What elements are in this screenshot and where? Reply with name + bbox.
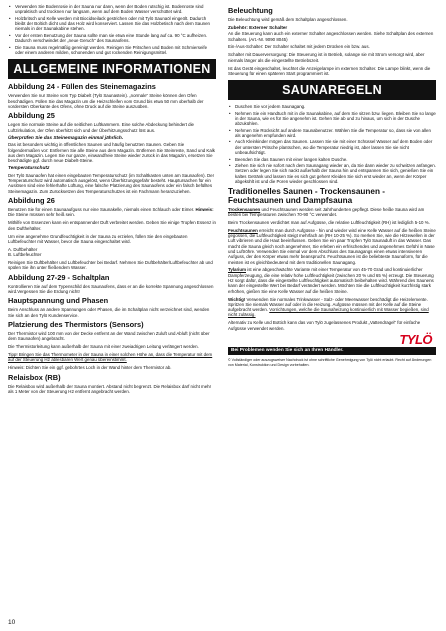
copyright-notice: © Vollständiger oder auszugsweiser Nachdruck ist ohne schriftliche Genehmigung von Tylö nicht erlaubt. Recht auf Änderungen von Material, Konstruktion und Design vorbehalten. — [228, 358, 432, 367]
heading-voltage-phases: Hauptspannung und Phasen — [8, 296, 109, 306]
list-item: • Auch Kleinkinder mögen das Saunen. Lassen Sie sie mit einer Schüssel Wasser auf dem Boden oder der untersten Pritsche plantschen, wo die Temperatur niedrig ist, aber lassen Sie sie nicht unbeaufsichtigt. — [228, 139, 436, 155]
dry-sauna-label: Trockensaunen — [228, 206, 261, 212]
intro-bullet-list — [8, 4, 216, 55]
paragraph-voltage-phases: Beim Anschluss an andere Spannungen oder Phasen, die im Schaltplan nicht verzeichnet sind, wenden Sie sich an den Tylö Kundenservice. — [8, 307, 210, 318]
logo-area — [228, 331, 432, 347]
paragraph-figure-26 — [8, 207, 216, 218]
tylarium-text: ist eine abgeschwächte Variante mit einer Temperatur von 45-70 Grad und kontinuierlicher Dampferzeugung, die eine relativ hohe Luftfeuchtigkeit (zwischen 20 % und 65 %) erzeugt. Die Steuerung H2 sorgt dafür, dass die eingestellte Luftfeuchtigkeit automatisch beibehalten wird. Während des Saunens kann der eingestellte Wert bei Bedarf verändert werden. Möchten Sie die Luftfeuchtigkeit kurzfristig stark erhöhen, gießen Sie eine Kelle Wasser auf die heißen Steine. — [228, 267, 434, 294]
heading-lighting: Beleuchtung — [228, 6, 273, 15]
list-item: • Duschen Sie vor jedem Saunagang. — [228, 104, 436, 109]
important-label: Wichtig! — [228, 296, 246, 302]
paragraph-cleaning: Reinigen Sie Duftbehälter und Luftbefeuchter bei Bedarf. Nehmen Sie Duftbehälter/Luftbefeuchter ab und spülen Sie ihn unter fließendem Wasser. — [8, 259, 213, 271]
paragraph-temperature-protection: Der Tylö Saunaofen hat einen eingebauten Temperaturschutz (im Schaltkasten unten am Saunaofen). Der Temperaturschutz wird automatisch ausgelöst, wenn Überhitzungsgefahr besteht. Hauptursachen für ein Auslösen sind eine fehlerhafte Lüftung, eine falsche Platzierung des Saunaofens oder ein falsch befülltes Steinemagazin. Zum Zurücksetzen des Temperaturschutzes ist ein Fachmann heranzuziehen. — [8, 172, 215, 194]
right-column — [228, 4, 436, 369]
tylo-logo: TYLÖ — [399, 331, 432, 347]
list-item-b: B. Luftbefeuchter — [8, 252, 42, 258]
list-item: • Nehmen Sie Rücksicht auf andere Saunabenutzer. Wählen Sie die Temperatur so, dass sie von allen als angenehm empfunden wird. — [228, 128, 436, 139]
heading-figure-27-29: Abbildung 27-29 - Schaltplan — [8, 272, 110, 282]
heading-figure-24: Abbildung 24 - Füllen des Steinemagazins — [8, 82, 156, 92]
paragraph-on-off-switch: Ein-/Aus-Schalter: Der Schalter schaltet mit jedem Drücken ein bzw. aus. — [228, 44, 370, 50]
section-heading-sauna-rules: SAUNAREGELN — [228, 80, 436, 100]
paragraph-relay-box: Die Relaisbox wird außerhalb der Sauna montiert. Abstand nicht begrenzt. Die Relaisbox darf nicht mehr als 1 Meter von der Steuerung H2 entfernt angebracht werden. — [8, 383, 212, 394]
page-number: 10 — [8, 619, 16, 626]
paragraph-thermistor: Der Thermistor wird 100 mm von der Decke entfernt an der Wand zwischen Zuluft und Abluft (nicht über dem Saunaofen) angebracht. — [8, 330, 210, 342]
paragraph-humidifier: Um eine angenehme Grundfeuchtigkeit in der Sauna zu erzielen, füllen Sie den eingebauten Luftbefeuchter mit Wasser, bevor die Sauna eingeschaltet wird. — [8, 233, 188, 244]
paragraph-dry-humidity: Beim Trockensaunen verdichtet man auf Aufgüsse, die relative Luftfeuchtigkeit (RH) ist lediglich 5-10 %. — [228, 219, 430, 225]
heading-traditional-sauna: Traditionelles Saunen - Trockensaunen - Feuchtsaunen und Dampfsauna — [228, 187, 385, 206]
paragraph-external-switch: An die Steuerung kann auch ein externer Schalter angeschlossen werden. Siehe Schaltplan des externen Schalters. (Art.-Nr. 9090 8045) — [228, 31, 434, 42]
left-column — [8, 4, 216, 397]
wet-sauna-label: Feuchtsaunen — [228, 227, 258, 233]
paragraph-wet-sauna — [228, 228, 436, 265]
heading-relay-box: Relaisbox (RB) — [8, 372, 61, 382]
subheading-external-switch: Zubehör: Externer Schalter — [228, 24, 288, 30]
list-item: • Die Sauna muss regelmäßig gereinigt werden. Reinigen Sie Pritschen und Boden mit Schmierseife oder einem anderen milden, schonenden und gut rockenden Reinigungsmittel. — [8, 45, 216, 56]
paragraph-essences: Mithilfe von Essenzen kann ein entspannender Duft verbreitet werden. Geben Sie einige Tropfen Essenz in den Dufthehälter. — [8, 220, 216, 231]
figure-26-text: Benutzen Sie für einen Saunaaufguss nur eine Saunakelle, niemals einen Schlauch oder Eimer. — [8, 207, 195, 213]
list-item: • Verwenden Sie Bodenrosie in der Sauna nur dann, wenn der Boden rutschig ist. Bodenroste sind unpraktisch und trocknen nur langsam, wenn auf dem Boden Wasser verschüttet wird. — [8, 4, 216, 15]
hint-text: Die Steine müssen sehr heiß sein. — [8, 212, 75, 218]
paragraph-indicator-lamp: Ist das Gerät eingeschaltet, leuchtet die Anzeigelampe im externen Schalter. Die Lampe blinkt, wenn die Steuerung für einen späteren Start programmiert ist. — [228, 65, 431, 76]
tylarium-label: Tylarium — [228, 267, 246, 273]
paragraph-thermistor-cable: Die Thermistorleitung kann außerhalb der Sauna mit einer zweiadrigen Leitung verlängert werden. — [8, 344, 199, 350]
section-heading-general-info: ALLGEMEINE INFORMATIONEN — [8, 59, 216, 79]
important-text: Verwenden Sie normales Trinkwasser - Salz- oder Meerwasser beschädigt die Heizelemente. Spritzen Sie niemals Wasser auf oder in die Heizung. Aufgüsse müssen mit der Kelle auf die Steine aufgebracht werden. — [228, 296, 428, 313]
heading-figure-26: Abbildung 26 — [8, 196, 55, 206]
paragraph-figure-24: Verwenden Sie nur Steine vom Typ Diabelt (Tylö Saunastein). „normale“ Steine können den Ofen beschädigen. Füllen Sie das Magazin um die Heizschleifen vom Grund bis etwa 50 mm oberhalb der vordersten Oberkante des Ofens, ohne Druck auf die Steine auszuüben. — [8, 93, 204, 109]
paragraph-wiring: Kontrollieren Sie auf dem Typenschild des Saunaofens, dass er an die korrekte Spannung angeschlossen wird.Vergessen Sie die Erdung nicht! — [8, 283, 214, 294]
paragraph-important — [228, 297, 436, 318]
list-item: • Vor der ersten Benutzung der Sauna sollte man sie etwa eine Stunde lang auf ca. 90 °C aufheizen. Dadurch verschwindet der „neue Geruch“ des Saunaofens. — [8, 33, 216, 44]
list-item: • Beenden Sie das Saunen mit einer langen kalten Dusche. — [228, 157, 436, 162]
paragraph-lighting: Die Beleuchtung wird gemäß dem Schaltplan angeschlossen. — [228, 17, 348, 23]
problems-notice: Bei Problemen wenden Sie sich an Ihren Händler. — [228, 347, 436, 355]
list-item: • Ziehen Sie sich nie sofort nach dem Saunagang wieder an, da Sie dann wieder zu schwitzen anfangen. Setzen oder legen Sie sich nackt außerhalb der Sauna hin und entspannen Sie sich, genießen Sie ein kaltes Getränk und lassen Sie es sich gut gehen! Kleiden Sie sich erst wieder an, wenn der Körper abgekühlt ist und die Poren wieder geschlossen sind. — [228, 163, 436, 184]
paragraph-hint-hole: Hinweis: Dichten Sie ein ggf. gebohrtes Loch in der Wand hinter dem Thermistor ab. — [8, 365, 172, 371]
heading-thermistor: Platzierung des Thermistors (Sensors) — [8, 319, 144, 329]
paragraph-tylarium — [228, 267, 436, 293]
paragraph-tip: Tipp! Bringen Sie das Thermometer in der Sauna in einer solchen Höhe an, dass die Temperatur mit dem auf der Steuerung H2 ablesbaren Wert genau übereinstimmt. — [8, 352, 213, 363]
paragraph-permanent-switch: Schalter mit Dauerversorgung: Die Steuerung ist in Betrieb, solange sie mit Strom versorgt wird, aber niemals länger als die eingestellte Betriebszeit. — [228, 52, 425, 63]
list-item: • Nehmen Sie ein Handtuch mit in die Saunakabine, auf dem Sie sitzen bzw. liegen. Bleiben Sie so lange in der Sauna, wie es für Sie angenehm ist. Gehen Sie ab und zu hinaus, um sich in der Dusche abzukühlen. — [228, 111, 436, 127]
wet-sauna-text: erreicht man durch Aufgüsse - hin und wieder wird eine Kelle Wasser auf die heißen Steine gegossen, die Luftfeuchtigkeit steigt mehrfach an (RH 10-25 %). So merken Sie, wie die Hitzewellen in der Luft vibrieren und die Haut beeinflussen. Geben Sie ein paar Tropfen Tylö Saunaduft in das Wasser. Das macht die Sauna gleich noch angenehmer, Sie erleben ein erfrischendes und angenehmes Gefühl in Nase und Luftröhre. Verwenden Sie einmal vor dem Abschluss des Saunagangs einen etwas intensiveren Aufguss, der den Körper etwas mehr beansprucht. Feuchtsaunen ist die beliebteste Saunaform, für die meisten ist es gleichbedeutend mit dem traditionellen Saunagang. — [228, 227, 436, 265]
dry-sauna-text: und Feuchtsaunen werden seit Jahrhunderten gepflegt. Diese heiße Sauna wird am besten bei Temperaturen zwischen 70-90 °C verwendet. — [228, 206, 425, 218]
subheading-temperature-protection: Temperaturschutz — [8, 166, 50, 172]
hint-label: Hinweis: — [195, 207, 214, 213]
heading-figure-25: Abbildung 25 — [8, 111, 55, 121]
paragraph-dry-sauna — [228, 207, 436, 218]
subheading-annual-check: Überprüfen Sie das Steinemagazin einmal jährlich. — [8, 135, 124, 141]
important-underlined: Vorrichtungen, welche die Saunaheizung kontinuierlich mit Wasser begießen, sind nicht zulässig. — [228, 307, 429, 318]
list-item-a: A. Duftbehälter — [8, 246, 38, 252]
paragraph-annual-check: Das ist besonders wichtig in öffentlichen Saunen und häufig benutzten Saunen. Geben Sie folgendermaßen vor: Entfernen Sie alle Steine aus dem Magazin. Entfernen Sie Steinreste, Sand und Kalk aus dem Magazin. Legen Sie nur ganze, einwandfreie Steine wieder zurück in das Magazin, ersetzen Sie beschädigte ggf. durch neue Diabelt-Steine. — [8, 142, 215, 164]
list-item: • Holzbritsch und Kelle werden mit Biocidseilack gestrichen oder mit Tylö Saunaöl eingeölt. Dadurch bleibt der Boltich dicht und das Holz wird konserviert. Lassen Sie das Holzbetisch nach dem Saunen niemals in der Saunakabine stehen. — [8, 16, 216, 32]
paragraph-figure-25: Legen Sie normale Steine auf die seitlichen Luftkammern. Eine solche Abdeckung behindert die Luftzirkulation, der Ofen überhitzt sich und der Überhitzungsschutz löst aus. — [8, 122, 194, 133]
paragraph-alternative: Alternativ zu Kelle und Bottich kann das von Tylö zugelassenes Produkt „Vattendragel“ für einfache Aufgüsse verwendet werden. — [228, 320, 421, 331]
sauna-rules-list — [228, 104, 436, 184]
